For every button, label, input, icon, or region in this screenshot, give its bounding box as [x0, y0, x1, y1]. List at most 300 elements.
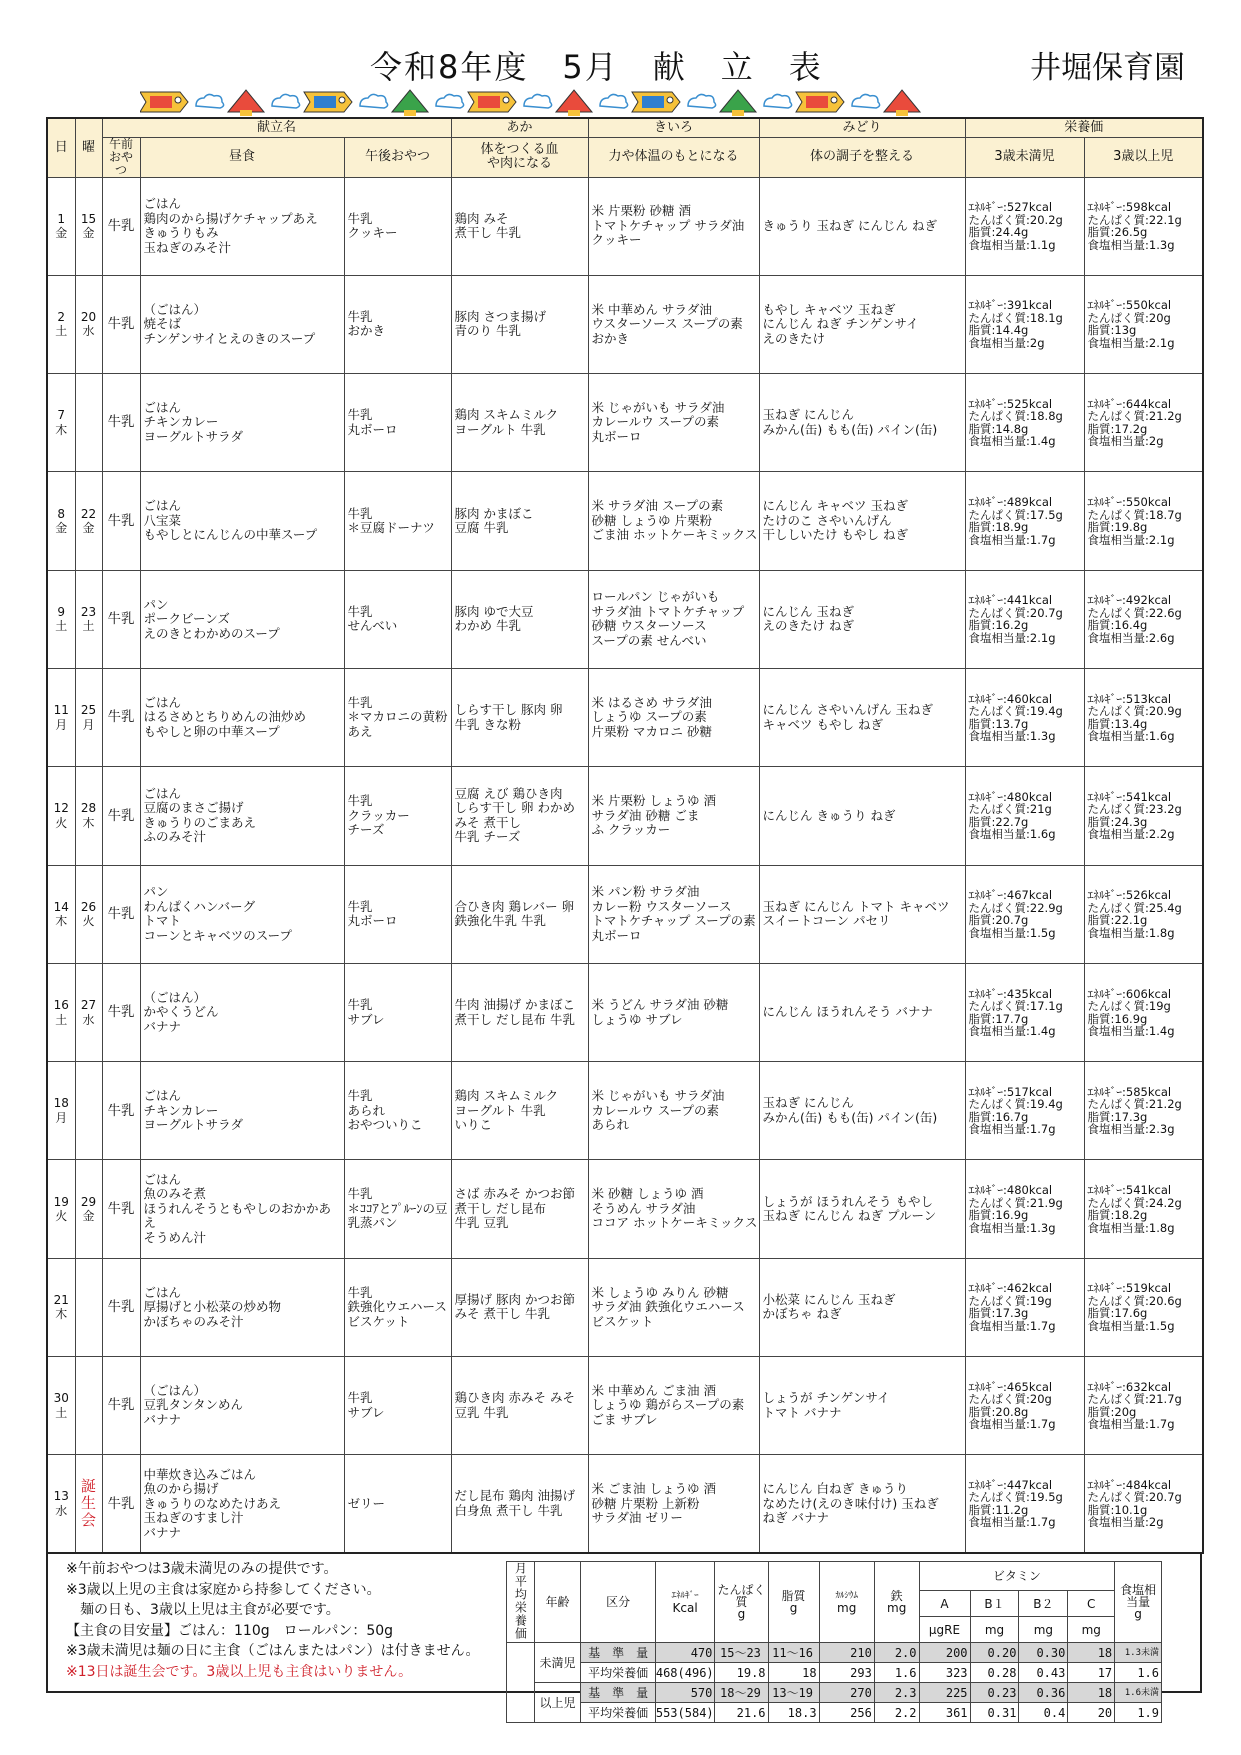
avg-value: 270 [819, 1683, 874, 1703]
red-food-line: 鶏ひき肉 赤みそ みそ [454, 1390, 575, 1406]
yellow-food-line: しょうゆ スープの素 [591, 709, 707, 725]
afternoon-snack-cell [344, 963, 451, 1061]
nutrition-line: たんぱく質:20g [1087, 310, 1171, 325]
alt-weekday: 火 [82, 914, 95, 929]
green-food-line: 玉ねぎ にんじん [762, 1095, 855, 1111]
alt-weekday: 木 [82, 815, 95, 830]
nutrition-line: たんぱく質:19.4g [968, 1097, 1063, 1112]
alt-date: 28 [80, 801, 97, 816]
yellow-food-line: ごま油 ホットケーキミックス [591, 527, 758, 543]
avg-value: 256 [819, 1703, 874, 1723]
lunch-line: チキンカレー [143, 414, 219, 430]
yellow-food-line: しょうゆ サブレ [591, 1011, 683, 1027]
afternoon-snack-cell [344, 1062, 451, 1160]
yellow-food-line: 丸ボーロ [591, 927, 642, 943]
avg-value: 18 [1068, 1643, 1115, 1663]
yellow-food-cell [588, 275, 759, 373]
alt-date: 25 [80, 703, 97, 718]
morning-snack: 牛乳 [102, 865, 140, 963]
snack-line: サブレ [347, 1011, 385, 1027]
nutrition-line: ｴﾈﾙｷﾞｰ:484kcal [1087, 1477, 1172, 1492]
avg-vit-b1: B１ [970, 1591, 1019, 1617]
avg-value: 18.3 [768, 1703, 819, 1723]
nutrition-under3-cell [965, 767, 1084, 865]
menu-row [47, 1455, 1203, 1553]
yellow-food-line: 砂糖 ウスターソース [591, 618, 707, 634]
lunch-line: ふのみそ汁 [143, 829, 207, 845]
weekday: 月 [55, 717, 68, 732]
nutrition-line: ｴﾈﾙｷﾞｰ:519kcal [1087, 1281, 1172, 1296]
lunch-cell [140, 275, 344, 373]
date: 12 [53, 801, 69, 816]
cloud-icon [360, 94, 388, 108]
yellow-food-cell [588, 570, 759, 668]
yellow-food-line: 砂糖 片栗粉 上新粉 [591, 1495, 700, 1511]
header-lunch: 昼食 [140, 137, 344, 177]
lunch-cell [140, 472, 344, 570]
nutrition-line: たんぱく質:19g [968, 1293, 1052, 1308]
yellow-food-line: ロールパン じゃがいも [591, 589, 720, 605]
avg-value: 1.3未満 [1115, 1643, 1162, 1663]
weekday: 金 [55, 521, 68, 536]
nutrition-line: 脂質:17.3g [968, 1306, 1029, 1321]
carp-streamer-icon [314, 96, 336, 108]
green-food-cell [759, 865, 965, 963]
avg-vit-b1-unit: mg [970, 1617, 1019, 1643]
yellow-food-line: あられ [591, 1117, 630, 1133]
day-cell [47, 963, 75, 1061]
page-title: 令和8年度 5月 献 立 表 [370, 48, 823, 86]
yellow-food-line: サラダ油 砂糖 ごま [591, 807, 700, 823]
nutrition-line: ｴﾈﾙｷﾞｰ:541kcal [1087, 789, 1172, 804]
avg-value: 0.31 [970, 1703, 1019, 1723]
date: 18 [53, 1096, 69, 1111]
nutrition-line: ｴﾈﾙｷﾞｰ:525kcal [968, 396, 1053, 411]
nutrition-line: 食塩相当量:2g [1087, 1515, 1164, 1530]
nutrition-line: 脂質:24.3g [1087, 814, 1148, 829]
avg-value: 2.3 [874, 1683, 919, 1703]
day-cell [47, 1160, 75, 1258]
nutrition-line: ｴﾈﾙｷﾞｰ:441kcal [968, 593, 1053, 608]
red-food-line: 厚揚げ 豚肉 かつお節 [454, 1291, 575, 1307]
nutrition-line: 食塩相当量:1.4g [968, 434, 1056, 449]
nutrition-line: ｴﾈﾙｷﾞｰ:517kcal [968, 1084, 1053, 1099]
red-food-line: ヨーグルト 牛乳 [454, 1102, 546, 1118]
nutrition-over3-cell [1084, 177, 1203, 275]
green-food-cell [759, 963, 965, 1061]
avg-value: 2.0 [874, 1643, 919, 1663]
green-food-line: にんじん きゅうり ねぎ [762, 807, 896, 823]
nutrition-line: 食塩相当量:1.7g [968, 532, 1056, 547]
kabuto-helmet-icon [556, 90, 592, 112]
nutrition-line: 食塩相当量:1.8g [1087, 925, 1175, 940]
header-afternoon-snack: 午後おやつ [344, 137, 451, 177]
alt-day-cell [75, 472, 102, 570]
nutrition-line: たんぱく質:21.9g [968, 1195, 1063, 1210]
lunch-line: ごはん [143, 498, 182, 514]
nutrition-line: たんぱく質:20.7g [1087, 1490, 1182, 1505]
red-food-line: 牛乳 きな粉 [454, 716, 522, 732]
nutrition-line: ｴﾈﾙｷﾞｰ:465kcal [968, 1379, 1053, 1394]
nutrition-under3-cell [965, 1258, 1084, 1356]
notes-list [66, 1559, 479, 1682]
avg-vit-a-unit: μgRE [919, 1617, 970, 1643]
green-food-line: みかん(缶) もも(缶) パイン(缶) [762, 421, 938, 437]
nutrition-line: 食塩相当量:2.1g [1087, 335, 1175, 350]
nutrition-line: 食塩相当量:1.1g [968, 237, 1056, 252]
nutrition-line: 脂質:13.7g [968, 716, 1029, 731]
red-food-line: みそ 煮干し 牛乳 [454, 1306, 550, 1322]
weekday: 月 [55, 1110, 68, 1125]
nutrition-line: ｴﾈﾙｷﾞｰ:480kcal [968, 1183, 1053, 1198]
alt-date: 20 [80, 309, 97, 324]
note-5: ※3歳未満児は麺の日に主食（ごはんまたはパン）は付きません。 [66, 1643, 480, 1659]
morning-snack: 牛乳 [102, 374, 140, 472]
green-food-line: 干ししいたけ もやし ねぎ [762, 527, 908, 543]
weekday: 木 [55, 422, 68, 437]
avg-value: 0.4 [1019, 1703, 1068, 1723]
nutrition-line: 食塩相当量:1.7g [968, 1417, 1056, 1432]
green-food-line: きゅうり 玉ねぎ にんじん ねぎ [762, 217, 937, 233]
header-weekday: 曜 [75, 118, 102, 177]
snack-line: ゼリー [347, 1495, 386, 1511]
nutrition-over3-cell [1084, 1258, 1203, 1356]
yellow-food-line: 米 サラダ油 スープの素 [591, 498, 724, 514]
nutrition-line: 食塩相当量:1.6g [968, 827, 1056, 842]
avg-o3-std-label: 基 準 量 [581, 1683, 655, 1703]
red-food-line: 青のり 牛乳 [454, 323, 522, 339]
yellow-food-line: しょうゆ 鶏がらスープの素 [591, 1397, 745, 1413]
morning-snack: 牛乳 [102, 1062, 140, 1160]
menu-row [47, 1357, 1203, 1455]
day-cell [47, 472, 75, 570]
lunch-cell [140, 963, 344, 1061]
nutrition-line: たんぱく質:20g [968, 1392, 1052, 1407]
alt-weekday: 金 [82, 521, 95, 536]
header-yellow: きいろ [588, 118, 759, 137]
nutrition-line: 脂質:17.3g [1087, 1109, 1148, 1124]
carp-eye-icon [503, 97, 509, 103]
yellow-food-line: ココア ホットケーキミックス [591, 1215, 758, 1231]
avg-value: 11～16 [768, 1643, 819, 1663]
nutrition-under3-cell [965, 865, 1084, 963]
avg-value: 15～23 [715, 1643, 768, 1663]
nutrition-line: たんぱく質:20.9g [1087, 704, 1182, 719]
lunch-line: えのきとわかめのスープ [143, 625, 280, 641]
nutrition-line: たんぱく質:20.7g [968, 605, 1063, 620]
morning-snack: 牛乳 [102, 472, 140, 570]
lunch-line: 玉ねぎのすまし汁 [143, 1510, 244, 1525]
menu-table [46, 117, 1204, 1554]
nutrition-line: 食塩相当量:2.3g [1087, 1122, 1175, 1137]
red-food-line: 煮干し だし昆布 [454, 1200, 547, 1216]
yellow-food-line: 片栗粉 マカロニ 砂糖 [591, 723, 712, 739]
nutrition-line: ｴﾈﾙｷﾞｰ:644kcal [1087, 396, 1172, 411]
green-food-line: にんじん 白ねぎ きゅうり [762, 1481, 908, 1496]
avg-value: 323 [919, 1663, 970, 1683]
nutrition-line: ｴﾈﾙｷﾞｰ:541kcal [1087, 1183, 1172, 1198]
day-cell [47, 570, 75, 668]
lunch-line: パン [143, 884, 169, 900]
alt-day-cell [75, 1357, 102, 1455]
red-food-line: わかめ 牛乳 [454, 618, 522, 634]
weekday: 火 [55, 1209, 68, 1224]
afternoon-snack-cell [344, 1455, 451, 1553]
green-food-cell [759, 1357, 965, 1455]
avg-value: 18～29 [715, 1683, 768, 1703]
snack-line: 牛乳 [347, 997, 373, 1013]
nutrition-line: 脂質:16.7g [968, 1109, 1029, 1124]
kabuto-helmet-icon [720, 90, 756, 112]
red-food-line: しらす干し 卵 わかめ [454, 800, 575, 816]
menu-row [47, 1062, 1203, 1160]
nutrition-over3-cell [1084, 668, 1203, 766]
green-food-line: みかん(缶) もも(缶) パイン(缶) [762, 1109, 938, 1125]
avg-label: 月平均栄養価 [513, 1562, 528, 1640]
afternoon-snack-cell [344, 668, 451, 766]
lunch-line: バナナ [143, 1524, 182, 1540]
header-menu-name: 献立名 [102, 118, 451, 137]
menu-row [47, 472, 1203, 570]
avg-u3-avg-label: 平均栄養価 [581, 1663, 655, 1683]
snack-line: おやついりこ [347, 1117, 423, 1133]
avg-value: 0.43 [1019, 1663, 1068, 1683]
red-food-line: みそ 煮干し [454, 814, 522, 830]
alt-date: 23 [80, 604, 97, 619]
yellow-food-line: サラダ油 鉄強化ウエハース [591, 1299, 745, 1315]
red-food-cell [451, 177, 588, 275]
note-6: ※13日は誕生会です。3歳以上児も主食はいりません。 [66, 1663, 413, 1680]
yellow-food-cell [588, 963, 759, 1061]
carp-eye-icon [339, 97, 345, 103]
lunch-line: きゅうりのごまあえ [143, 814, 257, 830]
nutrition-line: 食塩相当量:1.4g [968, 1024, 1056, 1039]
carp-streamer-icon [478, 96, 500, 108]
avg-vitamin-head: ビタミン [919, 1562, 1115, 1591]
green-food-cell [759, 275, 965, 373]
green-food-cell [759, 767, 965, 865]
morning-snack: 牛乳 [102, 1160, 140, 1258]
avg-value: 200 [919, 1643, 970, 1663]
menu-row [47, 570, 1203, 668]
yellow-food-line: ウスターソース スープの素 [591, 316, 743, 332]
snack-line: 牛乳 [347, 603, 373, 619]
lunch-line: ポークビーンズ [143, 611, 230, 627]
green-food-line: かぼちゃ ねぎ [762, 1306, 842, 1322]
green-food-line: たけのこ さやいんげん [762, 512, 892, 528]
green-food-line: えのきたけ [762, 330, 826, 346]
yellow-food-line: カレールウ スープの素 [591, 414, 720, 430]
date: 13 [53, 1489, 69, 1504]
afternoon-snack-cell [344, 767, 451, 865]
nutrition-line: 脂質:26.5g [1087, 225, 1148, 240]
red-food-cell [451, 963, 588, 1061]
note-3: 麺の日も、3歳以上児は主食が必要です。 [80, 1602, 340, 1618]
nutrition-line: 脂質:17.7g [968, 1011, 1029, 1026]
nutrition-line: 食塩相当量:1.7g [968, 1515, 1056, 1530]
nutrition-line: ｴﾈﾙｷﾞｰ:462kcal [968, 1281, 1053, 1296]
avg-salt-head: 食塩相当量 g [1115, 1562, 1162, 1643]
alt-weekday: 金 [82, 1209, 95, 1224]
yellow-food-line: 米 しょうゆ みりん 砂糖 [591, 1284, 729, 1300]
day-cell [47, 177, 75, 275]
nutrition-line: たんぱく質:17.5g [968, 507, 1063, 522]
snack-line: せんべい [347, 618, 398, 634]
nutrition-line: 脂質:22.1g [1087, 913, 1148, 928]
lunch-line: 中華炊き込みごはん [143, 1466, 257, 1482]
red-food-line: 鶏肉 スキムミルク [454, 1088, 559, 1104]
lunch-line: （ごはん） [143, 1382, 207, 1398]
yellow-food-line: サラダ油 トマトケチャップ [591, 603, 745, 619]
avg-u3-std-label: 基 準 量 [581, 1643, 655, 1663]
carp-eye-icon [175, 97, 181, 103]
nutrition-line: たんぱく質:19.4g [968, 704, 1063, 719]
day-cell [47, 374, 75, 472]
afternoon-snack-cell [344, 1258, 451, 1356]
nutrition-line: 食塩相当量:2g [968, 335, 1045, 350]
nutrition-over3-cell [1084, 1357, 1203, 1455]
nutrition-over3-cell [1084, 472, 1203, 570]
green-food-cell [759, 1455, 965, 1553]
nutrition-line: 脂質:14.8g [968, 421, 1029, 436]
kabuto-helmet-icon [404, 110, 416, 116]
green-food-line: もやし キャベツ 玉ねぎ [762, 301, 896, 317]
lunch-line: ごはん [143, 785, 182, 801]
lunch-line: 八宝菜 [143, 512, 182, 528]
date: 1 [57, 211, 66, 226]
nutrition-line: 脂質:13.4g [1087, 716, 1148, 731]
afternoon-snack-cell [344, 865, 451, 963]
day-cell [47, 668, 75, 766]
avg-category: 区分 [581, 1562, 655, 1643]
snack-line: 牛乳 [347, 505, 373, 521]
green-food-line: 小松菜 にんじん 玉ねぎ [762, 1291, 896, 1307]
nutrition-line: たんぱく質:22.6g [1087, 605, 1182, 620]
yellow-food-line: 米 うどん サラダ油 砂糖 [591, 997, 729, 1013]
yellow-food-line: クッキー [591, 232, 642, 248]
nutrition-over3-cell [1084, 1062, 1203, 1160]
lunch-line: ごはん [143, 196, 182, 212]
snack-line: あえ [347, 723, 373, 739]
red-food-cell [451, 668, 588, 766]
day-cell [47, 1258, 75, 1356]
green-food-line: にんじん さやいんげん 玉ねぎ [762, 702, 933, 718]
green-food-cell [759, 668, 965, 766]
afternoon-snack-cell [344, 177, 451, 275]
green-food-line: にんじん 玉ねぎ [762, 603, 855, 619]
lunch-line: はるさめとちりめんの油炒め [143, 709, 307, 725]
red-food-line: 豆腐 牛乳 [454, 520, 509, 536]
monthly-average-table [506, 1561, 1162, 1723]
avg-under3: 未満児 [534, 1643, 581, 1683]
kabuto-helmet-icon [732, 110, 744, 116]
day-cell [47, 767, 75, 865]
yellow-food-line: カレールウ スープの素 [591, 1102, 720, 1118]
yellow-food-line: スープの素 せんべい [591, 632, 707, 648]
alt-day-cell [75, 865, 102, 963]
kabuto-helmet-icon [228, 90, 264, 112]
header-yellow-sub: 力や体温のもとになる [588, 137, 759, 177]
nutrition-line: たんぱく質:19g [1087, 999, 1171, 1014]
date: 11 [53, 703, 69, 718]
green-food-line: にんじん ねぎ チンゲンサイ [762, 316, 919, 332]
nutrition-under3-cell [965, 374, 1084, 472]
red-food-line: 煮干し 牛乳 [454, 225, 522, 241]
nutrition-line: 食塩相当量:1.3g [968, 729, 1056, 744]
green-food-line: 玉ねぎ にんじん [762, 407, 855, 423]
nutrition-over3-cell [1084, 1455, 1203, 1553]
yellow-food-line: ごま サブレ [591, 1411, 658, 1427]
day-cell [47, 865, 75, 963]
nutrition-over3-cell [1084, 570, 1203, 668]
nutrition-line: 食塩相当量:2.1g [968, 630, 1056, 645]
avg-value: 13～19 [768, 1683, 819, 1703]
avg-value: 1.6 [874, 1663, 919, 1683]
snack-line: 牛乳 [347, 210, 373, 226]
green-food-line: えのきたけ ねぎ [762, 618, 855, 634]
alt-weekday: 土 [82, 619, 95, 634]
red-food-line: さば 赤みそ かつお節 [454, 1186, 575, 1202]
lunch-line: ごはん [143, 1284, 182, 1300]
weekday: 土 [55, 1012, 68, 1027]
yellow-food-line: 丸ボーロ [591, 428, 642, 444]
green-food-cell [759, 177, 965, 275]
yellow-food-line: 米 片栗粉 砂糖 酒 [591, 203, 691, 219]
alt-weekday: 水 [82, 324, 95, 339]
avg-vit-c: C [1068, 1591, 1115, 1617]
lunch-line: チンゲンサイとえのきのスープ [143, 330, 316, 346]
lunch-line: 魚のみそ煮 [143, 1186, 207, 1202]
green-food-cell [759, 1062, 965, 1160]
nutrition-line: 食塩相当量:1.7g [1087, 1417, 1175, 1432]
kabuto-helmet-icon [884, 90, 920, 112]
decorative-banner [140, 84, 1170, 120]
alt-weekday: 金 [82, 226, 95, 241]
menu-row [47, 177, 1203, 275]
avg-iron-head: 鉄 mg [874, 1562, 919, 1643]
menu-row [47, 767, 1203, 865]
menu-row [47, 275, 1203, 373]
morning-snack: 牛乳 [102, 570, 140, 668]
lunch-line: そうめん汁 [143, 1229, 207, 1245]
alt-weekday: 月 [82, 717, 95, 732]
red-food-line: 合ひき肉 鶏レバー 卵 [454, 898, 575, 914]
lunch-line: もやしとにんじんの中華スープ [143, 527, 318, 543]
nutrition-line: たんぱく質:22.1g [1087, 212, 1182, 227]
lunch-line: トマト [143, 913, 182, 929]
nutrition-line: ｴﾈﾙｷﾞｰ:513kcal [1087, 691, 1172, 706]
weekday: 金 [55, 226, 68, 241]
nutrition-line: 脂質:16.9g [968, 1208, 1029, 1223]
lunch-line: きゅうりのなめたけあえ [143, 1495, 282, 1511]
weekday: 木 [55, 1307, 68, 1322]
afternoon-snack-cell [344, 275, 451, 373]
avg-value: 210 [819, 1643, 874, 1663]
header-day: 日 [47, 118, 75, 177]
avg-value: 470 [655, 1643, 715, 1663]
avg-value: 2.2 [874, 1703, 919, 1723]
nutrition-line: 食塩相当量:2.2g [1087, 827, 1175, 842]
cloud-icon [436, 94, 464, 108]
yellow-food-line: ふ クラッカー [591, 822, 671, 838]
nutrition-line: たんぱく質:18.8g [968, 409, 1063, 424]
avg-protein-head: たんぱく質 g [715, 1562, 768, 1643]
nutrition-over3-cell [1084, 1160, 1203, 1258]
menu-row [47, 668, 1203, 766]
yellow-food-line: トマトケチャップ サラダ油 [591, 217, 745, 233]
nutrition-line: たんぱく質:21g [968, 802, 1052, 817]
date: 9 [57, 604, 66, 619]
